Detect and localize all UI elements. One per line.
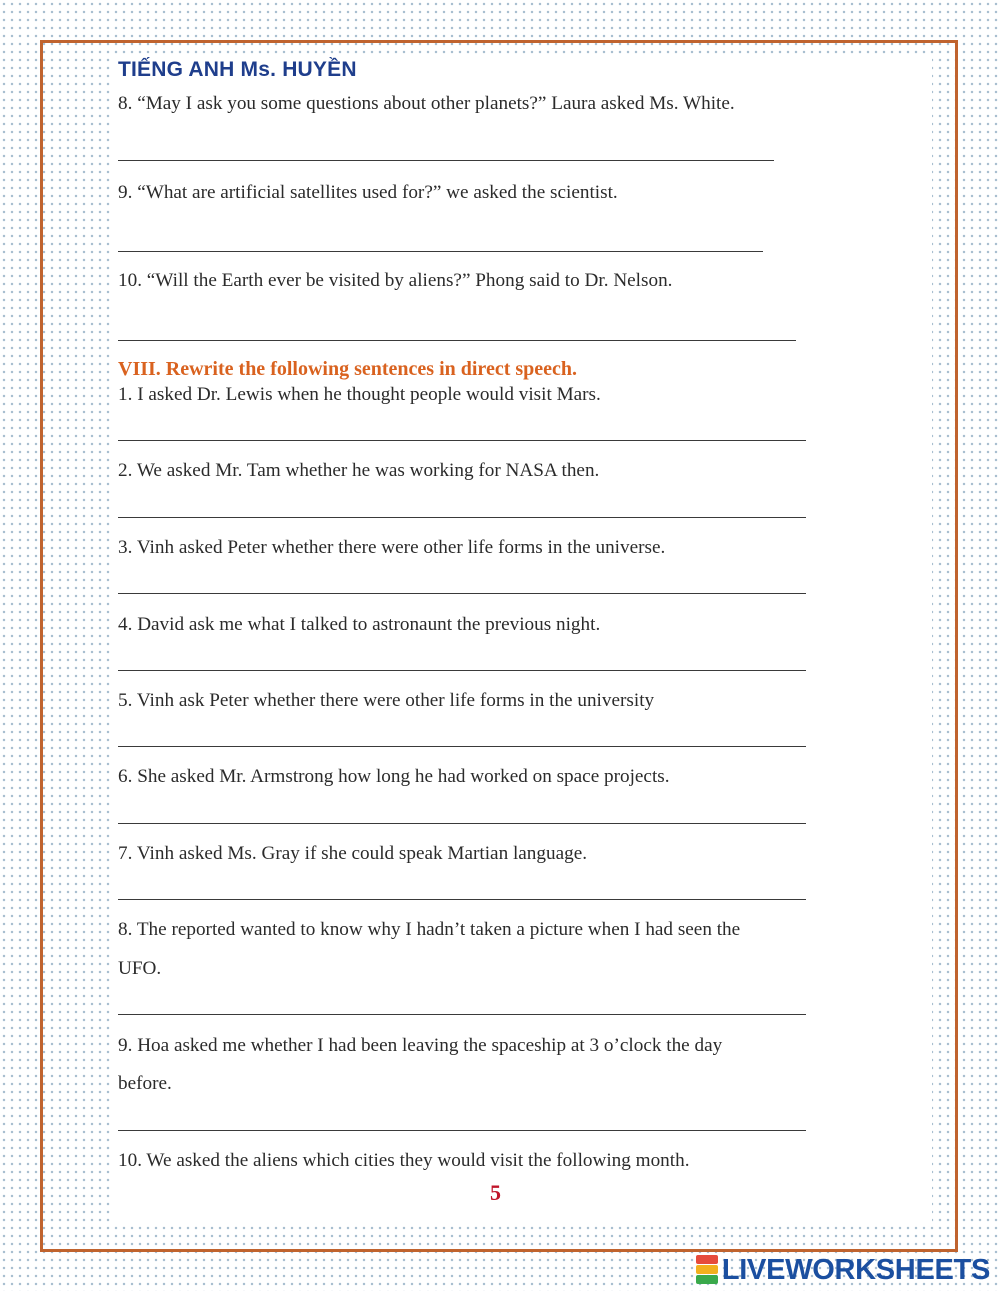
exercise-8-item-9-continued: before. <box>118 1073 172 1094</box>
answer-line[interactable] <box>118 1130 806 1131</box>
exercise-8-item-5: 5. Vinh ask Peter whether there were other life forms in the university <box>118 690 655 711</box>
answer-line[interactable] <box>118 160 774 161</box>
brand-name: LIVEWORKSHEETS <box>721 1253 990 1286</box>
answer-line[interactable] <box>118 517 806 518</box>
worksheet-header: TIẾNG ANH Ms. HUYỀN <box>118 58 357 81</box>
answer-line[interactable] <box>118 899 806 900</box>
page-number: 5 <box>490 1180 501 1205</box>
answer-line[interactable] <box>118 1014 806 1015</box>
answer-line[interactable] <box>118 670 806 671</box>
exercise-8-item-9: 9. Hoa asked me whether I had been leaving the spaceship at 3 o’clock the day <box>118 1035 723 1056</box>
exercise-7-item-9: 9. “What are artificial satellites used for?” we asked the scientist. <box>118 182 618 203</box>
liveworksheets-logo-icon <box>696 1255 718 1285</box>
exercise-8-item-10: 10. We asked the aliens which cities they would visit the following month. <box>118 1150 690 1171</box>
exercise-8-item-1: 1. I asked Dr. Lewis when he thought people would visit Mars. <box>118 384 601 405</box>
section-heading: VIII. Rewrite the following sentences in direct speech. <box>118 358 578 380</box>
answer-line[interactable] <box>118 746 806 747</box>
exercise-8-item-8-continued: UFO. <box>118 958 162 979</box>
answer-line[interactable] <box>118 593 806 594</box>
exercise-8-item-3: 3. Vinh asked Peter whether there were other life forms in the universe. <box>118 537 666 558</box>
exercise-8-item-2: 2. We asked Mr. Tam whether he was working for NASA then. <box>118 460 600 481</box>
answer-line[interactable] <box>118 440 806 441</box>
exercise-7-item-8: 8. “May I ask you some questions about other planets?” Laura asked Ms. White. <box>118 93 735 114</box>
answer-line[interactable] <box>118 823 806 824</box>
exercise-8-item-6: 6. She asked Mr. Armstrong how long he had worked on space projects. <box>118 766 670 787</box>
liveworksheets-brand[interactable] <box>696 1252 990 1288</box>
exercise-8-item-7: 7. Vinh asked Ms. Gray if she could speak Martian language. <box>118 843 588 864</box>
exercise-8-item-8: 8. The reported wanted to know why I hadn’t taken a picture when I had seen the <box>118 919 741 940</box>
exercise-7-item-10: 10. “Will the Earth ever be visited by aliens?” Phong said to Dr. Nelson. <box>118 270 673 291</box>
exercise-8-item-4: 4. David ask me what I talked to astronaunt the previous night. <box>118 614 601 635</box>
answer-line[interactable] <box>118 251 763 252</box>
answer-line[interactable] <box>118 340 796 341</box>
